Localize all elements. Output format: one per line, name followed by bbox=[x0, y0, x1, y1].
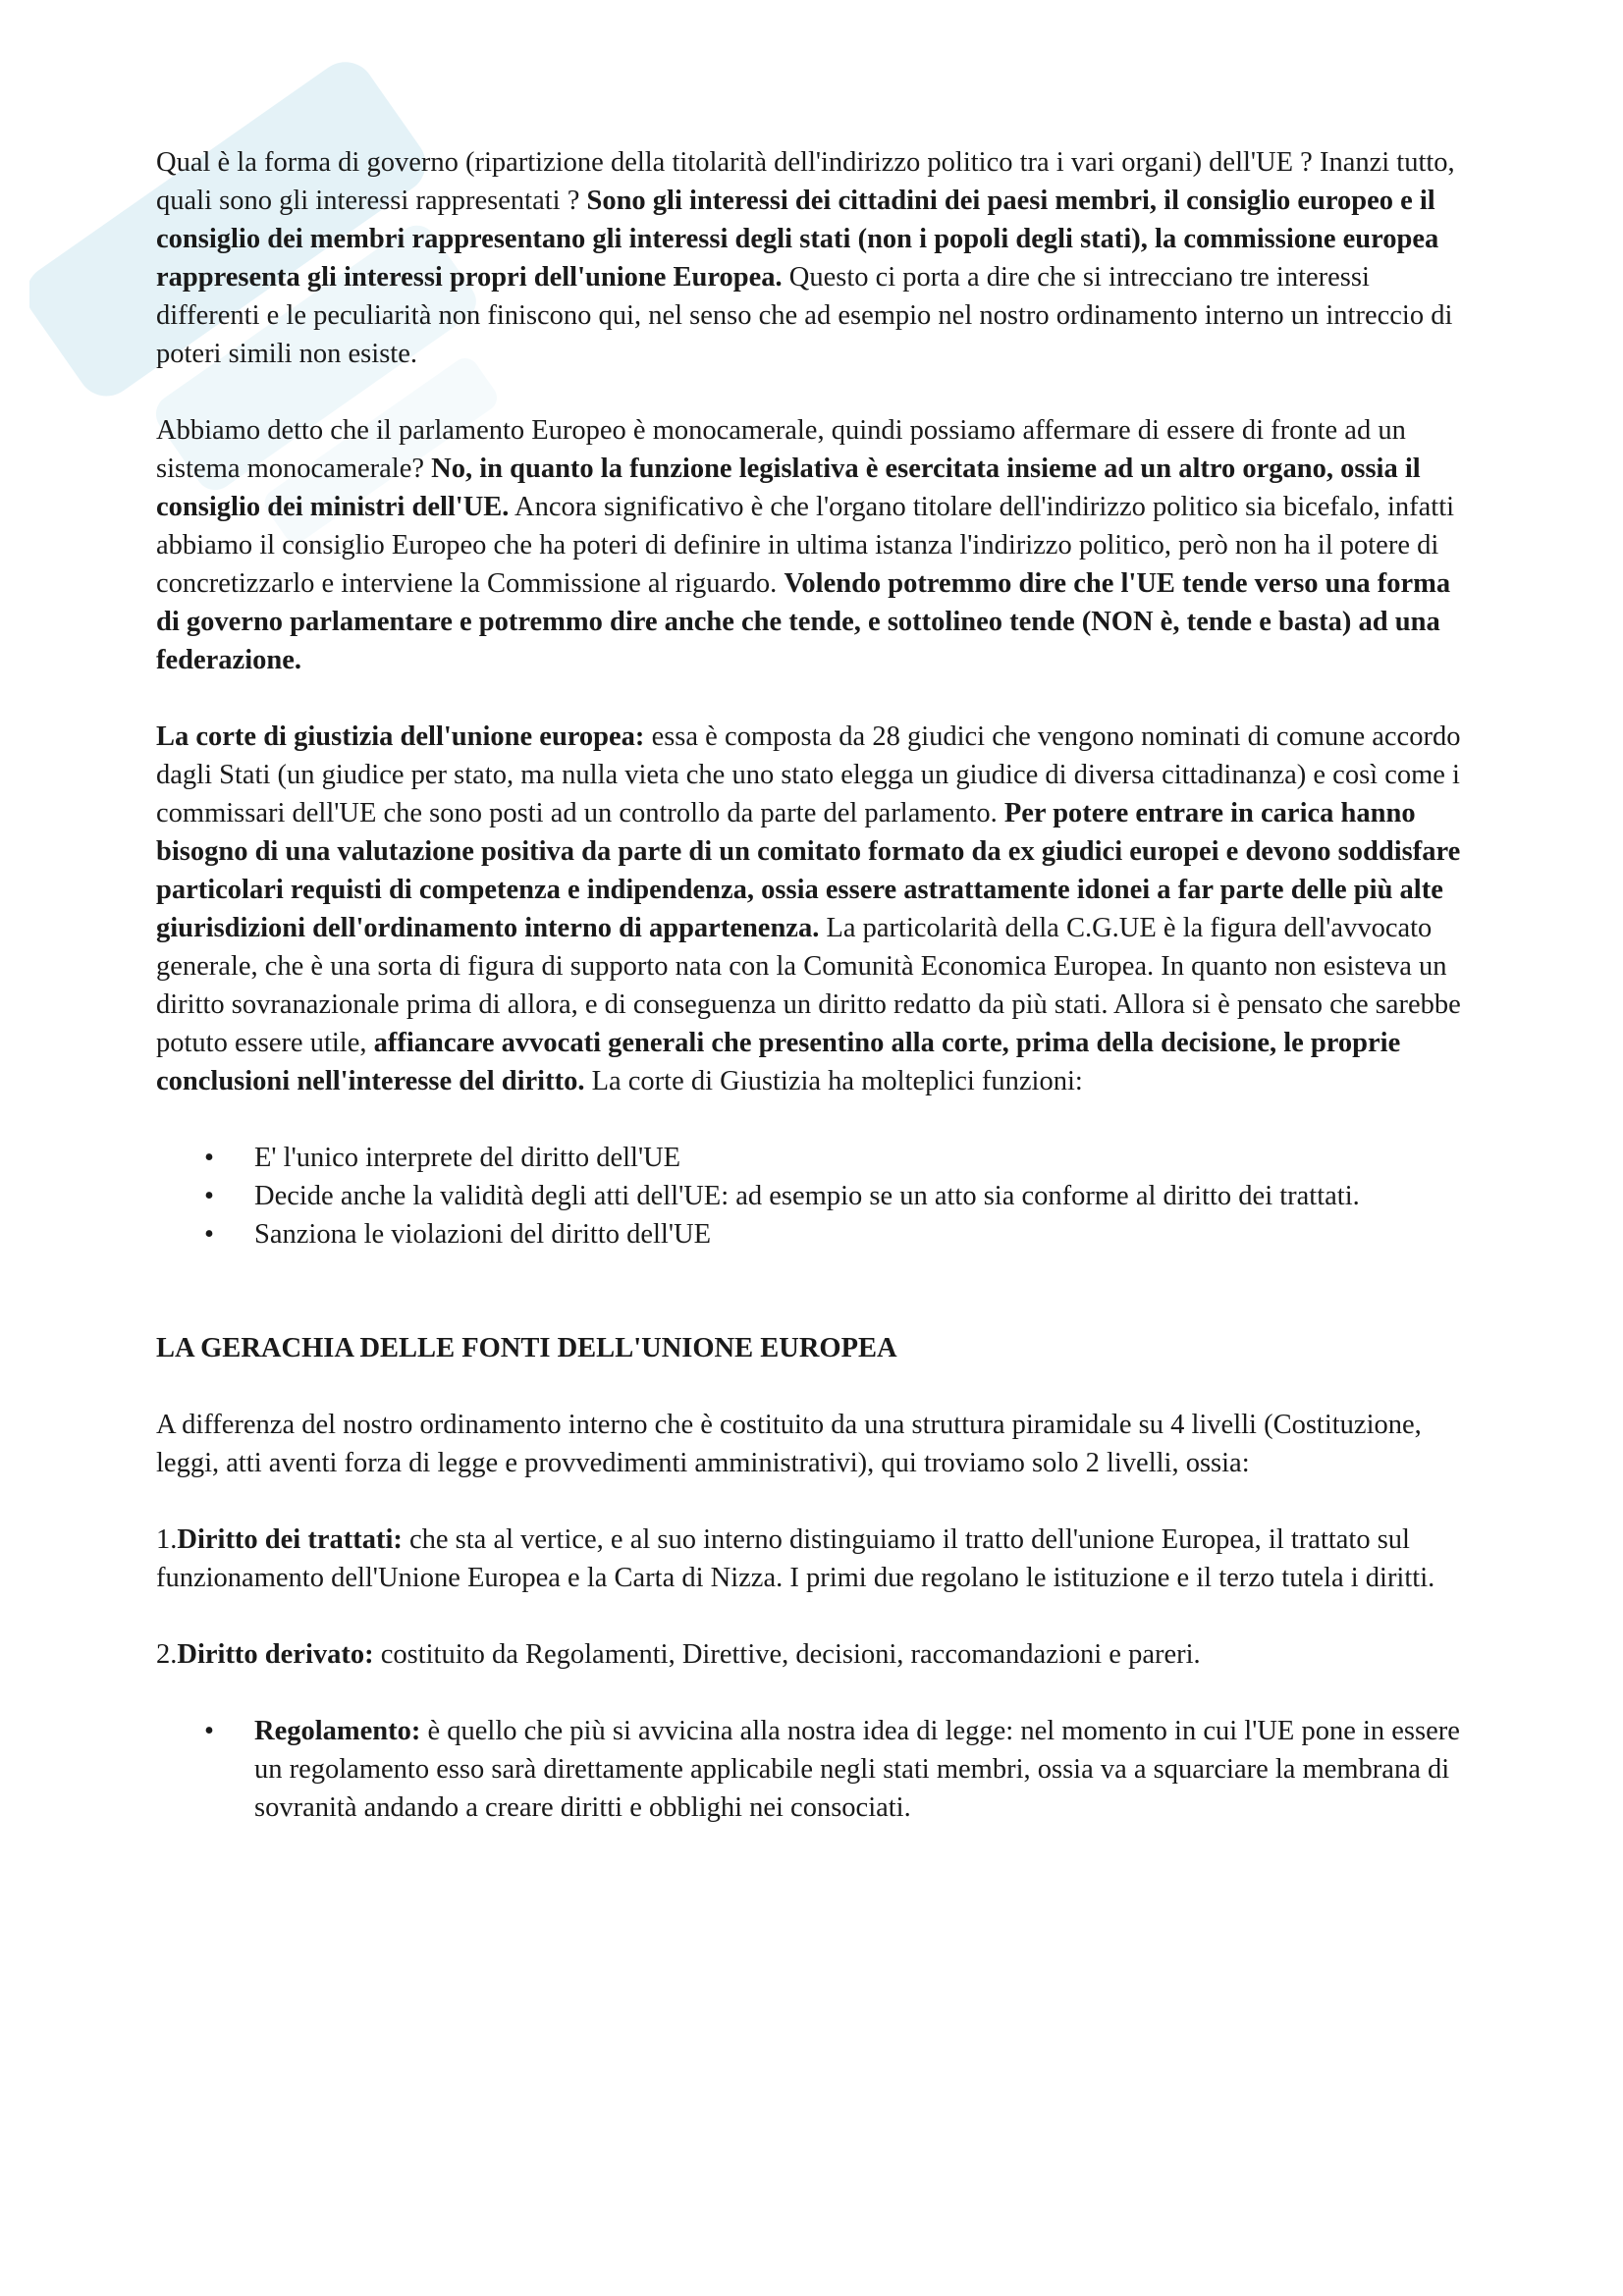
section-heading: LA GERACHIA DELLE FONTI DELL'UNIONE EUROPEA bbox=[156, 1333, 897, 1363]
paragraph-parlamento: Abbiamo detto che il parlamento Europeo è monocamerale, quindi possiamo affermare di essere di fronte ad un sistema monocamerale? No, in quanto la funzione legislativa è esercitata insieme ad un altro organo, ossia il consiglio dei ministri dell'UE. Ancora significativo è che l'organo titolare dell'indirizzo politico sia bicefalo, infatti abbiamo il consiglio Europeo che ha poteri di definire in ultima istanza l'indirizzo politico, però non ha il potere di concretizzarlo e interviene la Commissione al riguardo. Volendo potremmo dire che l'UE tende verso una forma di governo parlamentare e potremmo dire anche che tende, e sottolineo tende (NON è, tende e basta) ad una federazione. bbox=[156, 415, 1455, 675]
bullet-icon: • bbox=[204, 1219, 214, 1250]
derived-law-list bbox=[156, 1712, 1477, 1827]
bullet-icon: • bbox=[204, 1716, 214, 1746]
bullet-icon: • bbox=[204, 1181, 214, 1211]
list-item-regolamento: • Regolamento: è quello che più si avvicina alla nostra idea di legge: nel momento in cui l'UE pone in essere un regolamento esso sarà direttamente applicabile negli stati membri, ossia va a squarciare la membrana di sovranità andando a creare diritti e obblighi nei consociati. bbox=[156, 1712, 1477, 1827]
list-item: • Decide anche la validità degli atti dell'UE: ad esempio se un atto sia conforme al diritto dei trattati. bbox=[156, 1177, 1477, 1215]
paragraph-diritto-trattati: 1.Diritto dei trattati: che sta al vertice, e al suo interno distinguiamo il tratto dell'unione Europea, il trattato sul funzionamento dell'Unione Europea e la Carta di Nizza. I primi due regolano le istituzione e il terzo tutela i diritti. bbox=[156, 1524, 1435, 1593]
list-item: • Sanziona le violazioni del diritto dell'UE bbox=[156, 1215, 1477, 1254]
court-functions-list bbox=[156, 1139, 1477, 1254]
list-item: • E' l'unico interprete del diritto dell'UE bbox=[156, 1139, 1477, 1177]
document-page bbox=[156, 143, 1477, 1865]
paragraph-intro-fonti: A differenza del nostro ordinamento interno che è costituito da una struttura piramidale su 4 livelli (Costituzione, leggi, atti aventi forza di legge e provvedimenti amministrativi), qui troviamo solo 2 livelli, ossia: bbox=[156, 1410, 1422, 1478]
bullet-icon: • bbox=[204, 1143, 214, 1173]
paragraph-forma-di-governo: Qual è la forma di governo (ripartizione della titolarità dell'indirizzo politico tra i vari organi) dell'UE ? Inanzi tutto, quali sono gli interessi rappresentati ? Sono gli interessi dei cittadini dei paesi membri, il consiglio europeo e il consiglio dei membri rappresentano gli interessi degli stati (non i popoli degli stati), la commissione europea rappresenta gli interessi propri dell'unione Europea. Questo ci porta a dire che si intrecciano tre interessi differenti e le peculiarità non finiscono qui, nel senso che ad esempio nel nostro ordinamento interno un intreccio di poteri simili non esiste. bbox=[156, 147, 1455, 369]
paragraph-diritto-derivato: 2.Diritto derivato: costituito da Regolamenti, Direttive, decisioni, raccomandazioni e pareri. bbox=[156, 1639, 1201, 1670]
paragraph-corte-di-giustizia: La corte di giustizia dell'unione europea: essa è composta da 28 giudici che vengono nominati di comune accordo dagli Stati (un giudice per stato, ma nulla vieta che uno stato elegga un giudice di diversa cittadinanza) e così come i commissari dell'UE che sono posti ad un controllo da parte del parlamento. Per potere entrare in carica hanno bisogno di una valutazione positiva da parte di un comitato formato da ex giudici europei e devono soddisfare particolari requisti di competenza e indipendenza, ossia essere astrattamente idonei a far parte delle più alte giurisdizioni dell'ordinamento interno di appartenenza. La particolarità della C.G.UE è la figura dell'avvocato generale, che è una sorta di figura di supporto nata con la Comunità Economica Europea. In quanto non esisteva un diritto sovranazionale prima di allora, e di conseguenza un diritto redatto da più stati. Allora si è pensato che sarebbe potuto essere utile, affiancare avvocati generali che presentino alla corte, prima della decisione, le proprie conclusioni nell'interesse del diritto. La corte di Giustizia ha molteplici funzioni: bbox=[156, 721, 1461, 1096]
